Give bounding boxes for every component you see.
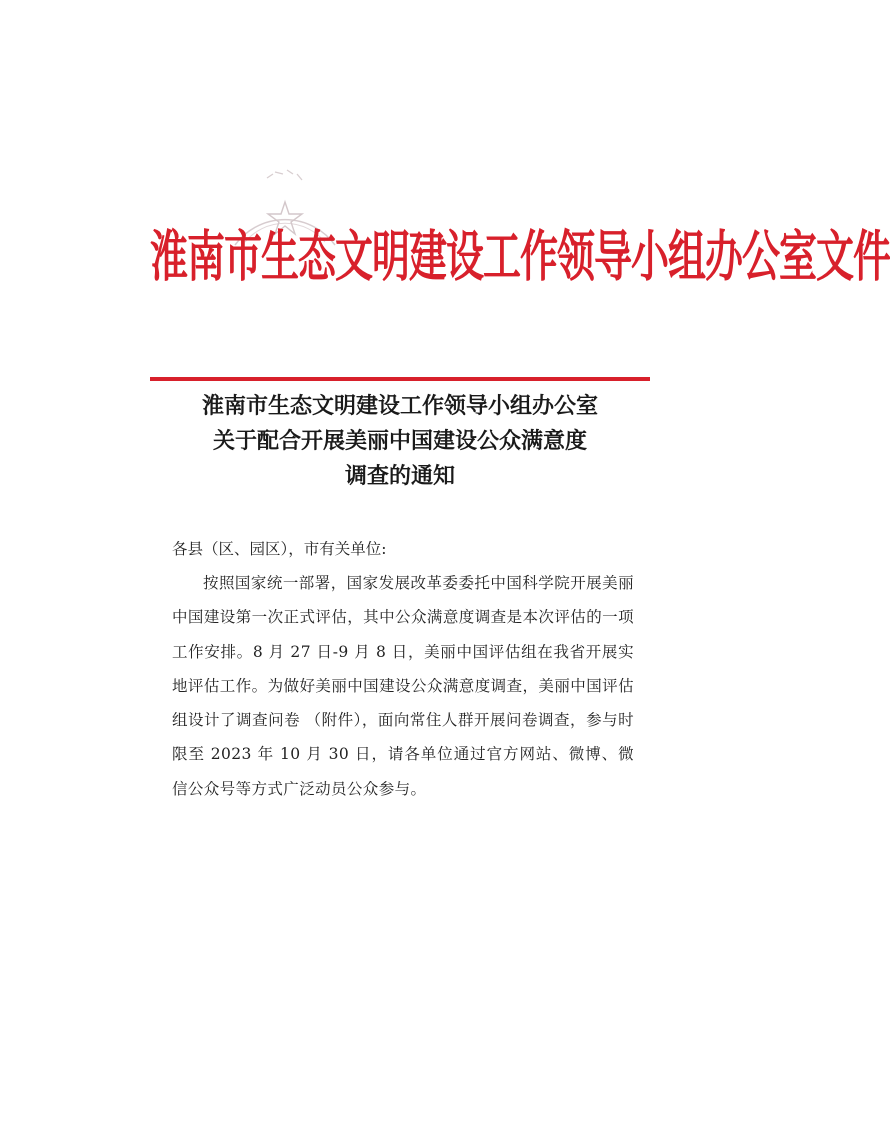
salutation: 各县（区、园区），市有关单位: — [172, 540, 387, 558]
red-divider-line — [150, 377, 650, 381]
title-line-3: 调查的通知 — [344, 463, 455, 489]
body-paragraph: 按照国家统一部署，国家发展改革委委托中国科学院开展美丽中国建设第一次正式评估，其中公众满意度调查是本次评估的一项工作安排。8 月 27 日-9 月 8 日，美丽中国评估组在我省开展实地评估工作。为做好美丽中国建设公众满意度调查，美丽中国评估组设计了调查问卷 （附件），面向常住人群开展问卷调查，参与时限至 2023 年 10 月 30 日，请各单位通过官方网站、微博、微信公众号等方式广泛动员公众参与。 — [172, 574, 634, 798]
document-body — [172, 532, 634, 806]
title-line-1: 淮南市生态文明建设工作领导小组办公室 — [201, 393, 598, 419]
issuing-office-header: 淮南市生态文明建设工作领导小组办公室文件 — [150, 223, 890, 289]
title-line-2: 关于配合开展美丽中国建设公众满意度 — [212, 428, 587, 454]
document-title — [120, 389, 680, 494]
